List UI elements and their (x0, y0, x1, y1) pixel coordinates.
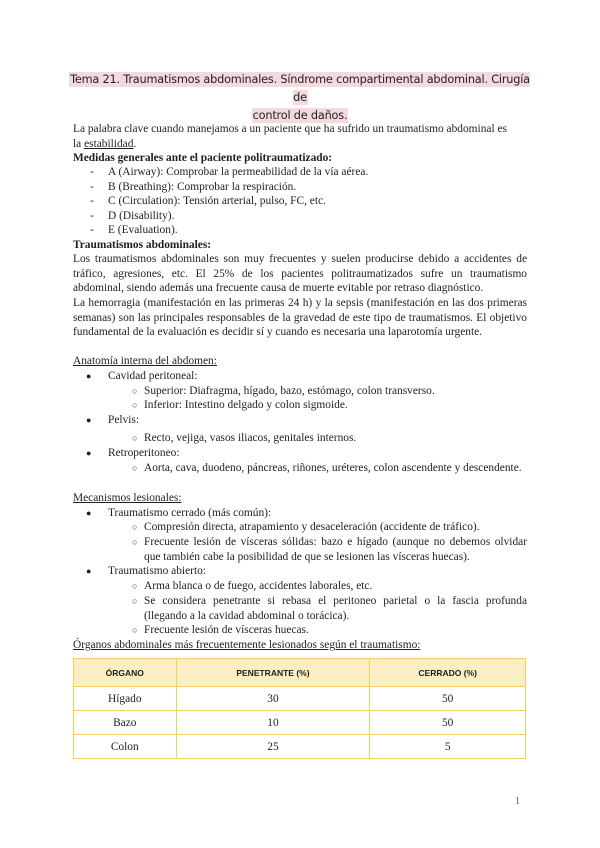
measure-item: - E (Evaluation). (90, 224, 178, 236)
measures-heading: Medidas generales ante el paciente politraumatizado: (73, 152, 333, 164)
measure-item: - A (Airway): Comprobar la permeabilidad de la vía aérea. (90, 166, 369, 178)
organs-heading: Órganos abdominales más frecuentemente lesionados según el traumatismo: (73, 639, 421, 651)
intro-prefix: la (73, 137, 85, 150)
measure-item: - B (Breathing): Comprobar la respiración. (90, 181, 297, 193)
table-cell: 10 (176, 711, 370, 735)
mechanism-subitem: ○ Frecuente lesión de vísceras huecas. (132, 624, 309, 636)
table-cell: 50 (370, 711, 526, 735)
mechanism-item: ● Traumatismo cerrado (más común): (86, 507, 272, 519)
anatomy-item: ● Pelvis: (86, 414, 140, 426)
table-cell: Colon (74, 735, 177, 759)
mechanism-subitem: ○ Frecuente lesión de vísceras sólidas: bazo e hígado (aunque no debemos olvidar que también cabe la posibilidad de que se lesionen las vísceras huecas). (132, 536, 527, 563)
column-header: CERRADO (%) (370, 659, 526, 687)
measure-item: - D (Disability). (90, 210, 175, 222)
table-cell: 30 (176, 687, 370, 711)
title-line-2: control de daños. (252, 109, 348, 122)
abdominal-paragraph-1: Los traumatismos abdominales son muy frecuentes y suelen producirse debido a accidentes de tráfico, agresiones, etc. El 25% de los pacientes politraumatizados sufre un traumatismo abdominal, siendo además una frecuente causa de muerte evitable por retraso diagnóstico. (73, 253, 527, 294)
abdominal-paragraph-2: La hemorragia (manifestación en las primeras 24 h) y la sepsis (manifestación en las dos primeras semanas) son las principales responsables de la gravedad de este tipo de traumatismos. El objetivo fundamental de la evaluación es decidir sí y cuando es necesaria una laparotomía urgente. (73, 297, 527, 338)
anatomy-subitem: ○ Superior: Diafragma, hígado, bazo, estómago, colon transverso. (132, 385, 435, 397)
column-header: PENETRANTE (%) (176, 659, 370, 687)
table-row (74, 687, 526, 711)
intro-paragraph (73, 122, 527, 151)
anatomy-subitem: ○ Recto, vejiga, vasos iliacos, genitales internos. (132, 432, 357, 444)
measure-item: - C (Circulation): Tensión arterial, pulso, FC, etc. (90, 195, 326, 207)
table-cell: 5 (370, 735, 526, 759)
abdominal-heading: Traumatismos abdominales: (73, 239, 212, 251)
mechanisms-heading: Mecanismos lesionales: (73, 492, 182, 504)
table-cell: 50 (370, 687, 526, 711)
page-number: 1 (515, 796, 520, 807)
table-cell: Hígado (74, 687, 177, 711)
title-line-1: Tema 21. Traumatismos abdominales. Síndrome compartimental abdominal. Cirugía de (70, 73, 530, 104)
intro-keyword: estabilidad (84, 137, 134, 150)
mechanism-subitem: ○ Se considera penetrante si rebasa el peritoneo parietal o la fascia profunda (llegando a la cavidad abdominal o torácica). (132, 595, 527, 622)
table-row (74, 735, 526, 759)
table-cell: Bazo (74, 711, 177, 735)
organs-table (73, 658, 526, 759)
intro-suffix: . (133, 137, 137, 150)
intro-line-1: La palabra clave cuando manejamos a un paciente que ha sufrido un traumatismo abdominal es (73, 123, 507, 135)
anatomy-subitem: ○ Aorta, cava, duodeno, páncreas, riñones, uréteres, colon ascendente y descendente. (132, 462, 522, 474)
table-row (74, 711, 526, 735)
anatomy-heading: Anatomía interna del abdomen: (73, 355, 217, 367)
table-cell: 25 (176, 735, 370, 759)
mechanism-subitem: ○ Compresión directa, atrapamiento y desaceleración (accidente de tráfico). (132, 521, 480, 533)
table-header-row (74, 659, 526, 687)
mechanism-subitem: ○ Arma blanca o de fuego, accidentes laborales, etc. (132, 580, 373, 592)
anatomy-subitem: ○ Inferior: Intestino delgado y colon sigmoide. (132, 399, 348, 411)
column-header: ÓRGANO (74, 659, 177, 687)
anatomy-item: ● Cavidad peritoneal: (86, 370, 198, 382)
mechanism-item: ● Traumatismo abierto: (86, 565, 206, 577)
page-title (70, 71, 530, 125)
anatomy-item: ● Retroperitoneo: (86, 447, 180, 459)
